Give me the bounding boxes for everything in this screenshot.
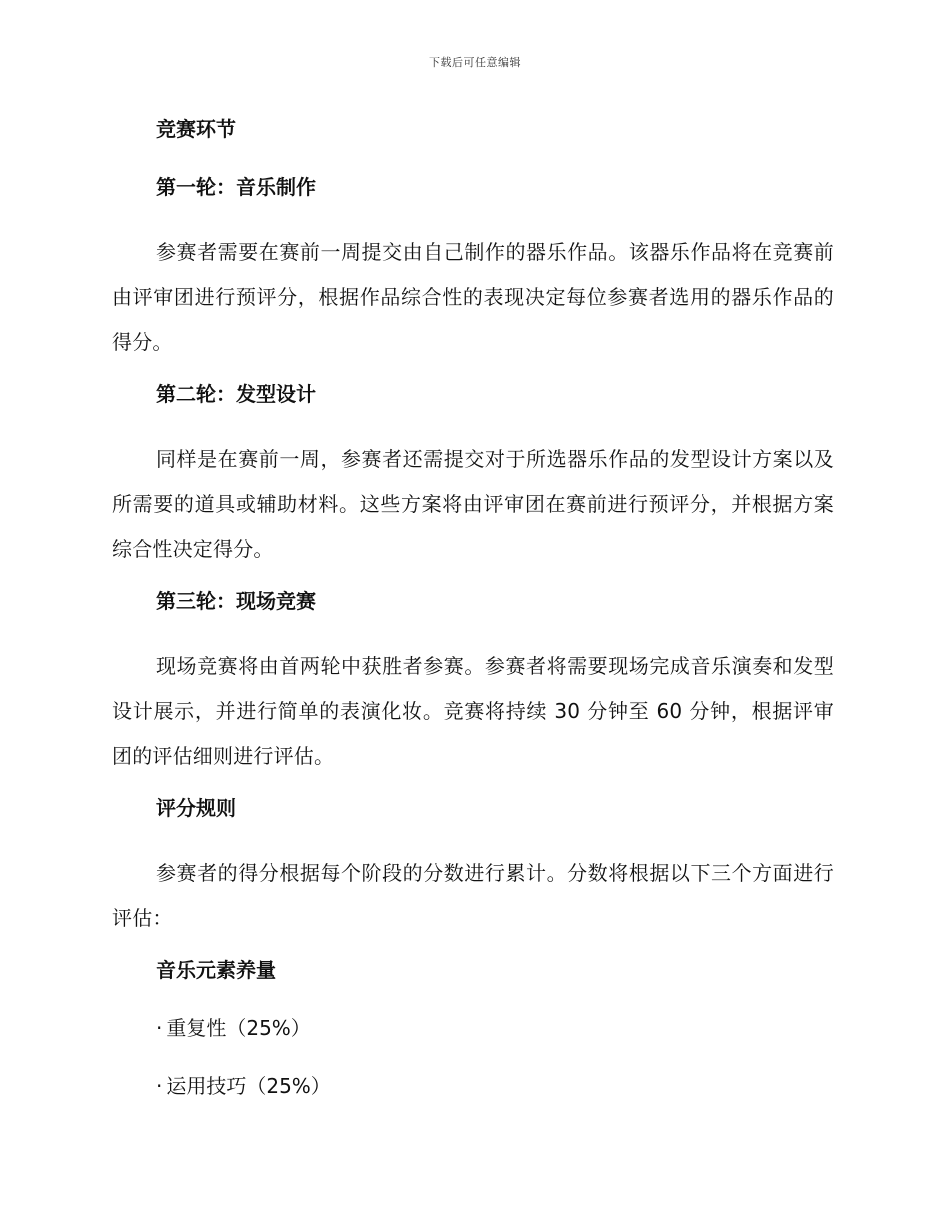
round2-paragraph: 同样是在赛前一周，参赛者还需提交对于所选器乐作品的发型设计方案以及所需要的道具或辅助材料。这些方案将由评审团在赛前进行预评分，并根据方案综合性决定得分。 <box>112 447 834 561</box>
round3-paragraph: 现场竞赛将由首两轮中获胜者参赛。参赛者将需要现场完成音乐演奏和发型设计展示，并进行简单的表演化妆。竞赛将持续 30 分钟至 60 分钟，根据评审团的评估细则进行评估。 <box>112 654 834 768</box>
section-heading-competition: 竞赛环节 <box>156 117 236 141</box>
list-item-label: 运用技巧（25%） <box>166 1074 331 1098</box>
document-body <box>112 114 834 1129</box>
round1-heading: 第一轮：音乐制作 <box>156 175 316 199</box>
round1-paragraph: 参赛者需要在赛前一周提交由自己制作的器乐作品。该器乐作品将在竞赛前由评审团进行预评分，根据作品综合性的表现决定每位参赛者选用的器乐作品的得分。 <box>112 240 834 354</box>
list-item <box>112 1071 834 1101</box>
scoring-heading: 评分规则 <box>156 796 236 820</box>
bullet-icon: · <box>156 1016 163 1040</box>
bullet-icon: · <box>156 1074 163 1098</box>
list-item-label: 重复性（25%） <box>166 1016 311 1040</box>
list-item <box>112 1013 834 1043</box>
round2-heading: 第二轮：发型设计 <box>156 382 316 406</box>
round3-heading: 第三轮：现场竞赛 <box>156 589 316 613</box>
page-header: 下载后可任意编辑 <box>429 56 521 69</box>
music-elements-heading: 音乐元素养量 <box>156 958 276 982</box>
scoring-paragraph: 参赛者的得分根据每个阶段的分数进行累计。分数将根据以下三个方面进行评估： <box>112 861 834 930</box>
